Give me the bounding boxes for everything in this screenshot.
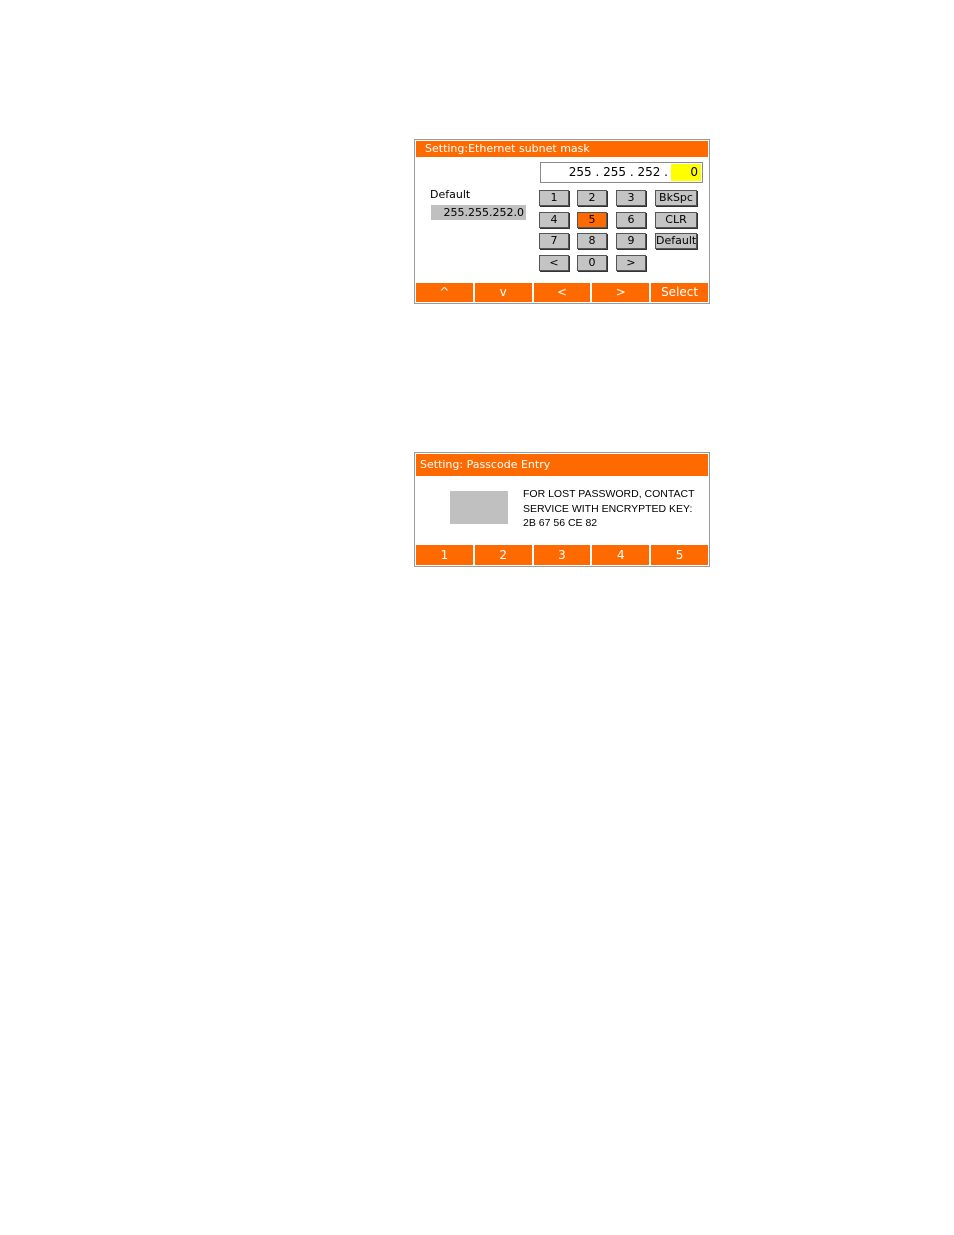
dialog-title: Setting: Passcode Entry [416,454,708,476]
softkey-right[interactable]: > [592,283,651,302]
default-label: Default [430,188,471,201]
default-value: 255.255.252.0 [431,205,526,220]
softkey-3[interactable]: 3 [534,545,593,565]
default-button[interactable]: Default [656,234,697,247]
key-right[interactable]: > [616,255,646,271]
dialog-title: Setting:Ethernet subnet mask [416,141,708,157]
message-line: FOR LOST PASSWORD, CONTACT [523,488,695,500]
key-4[interactable]: 4 [539,212,569,228]
active-octet[interactable]: 0 [671,164,701,181]
key-9[interactable]: 9 [616,233,646,249]
softkey-up[interactable]: ^ [416,283,475,302]
softkey-down[interactable]: v [475,283,534,302]
softkey-2[interactable]: 2 [475,545,534,565]
softkey-bar [416,545,708,565]
key-left[interactable]: < [539,255,569,271]
ip-address-field[interactable] [540,162,703,183]
clear-button[interactable]: CLR [655,212,697,228]
key-3[interactable]: 3 [616,190,646,206]
ip-prefix-text: 255 . 255 . 252 . [568,165,668,179]
key-0[interactable]: 0 [577,255,607,271]
key-7[interactable]: 7 [539,233,569,249]
passcode-input[interactable] [450,491,508,524]
softkey-select[interactable]: Select [651,283,708,302]
softkey-bar [416,283,708,302]
key-2[interactable]: 2 [577,190,607,206]
key-8[interactable]: 8 [577,233,607,249]
softkey-1[interactable]: 1 [416,545,475,565]
lost-password-message [523,487,695,531]
message-line: SERVICE WITH ENCRYPTED KEY: [523,502,693,515]
key-1[interactable]: 1 [539,190,569,206]
backspace-button[interactable]: BkSpc [655,190,697,206]
softkey-5[interactable]: 5 [651,545,708,565]
key-5[interactable]: 5 [577,212,607,228]
softkey-left[interactable]: < [534,283,593,302]
subnet-mask-dialog [414,139,710,304]
softkey-4[interactable]: 4 [592,545,651,565]
passcode-dialog [414,452,710,567]
encrypted-key: 2B 67 56 CE 82 [523,517,598,529]
key-6[interactable]: 6 [616,212,646,228]
